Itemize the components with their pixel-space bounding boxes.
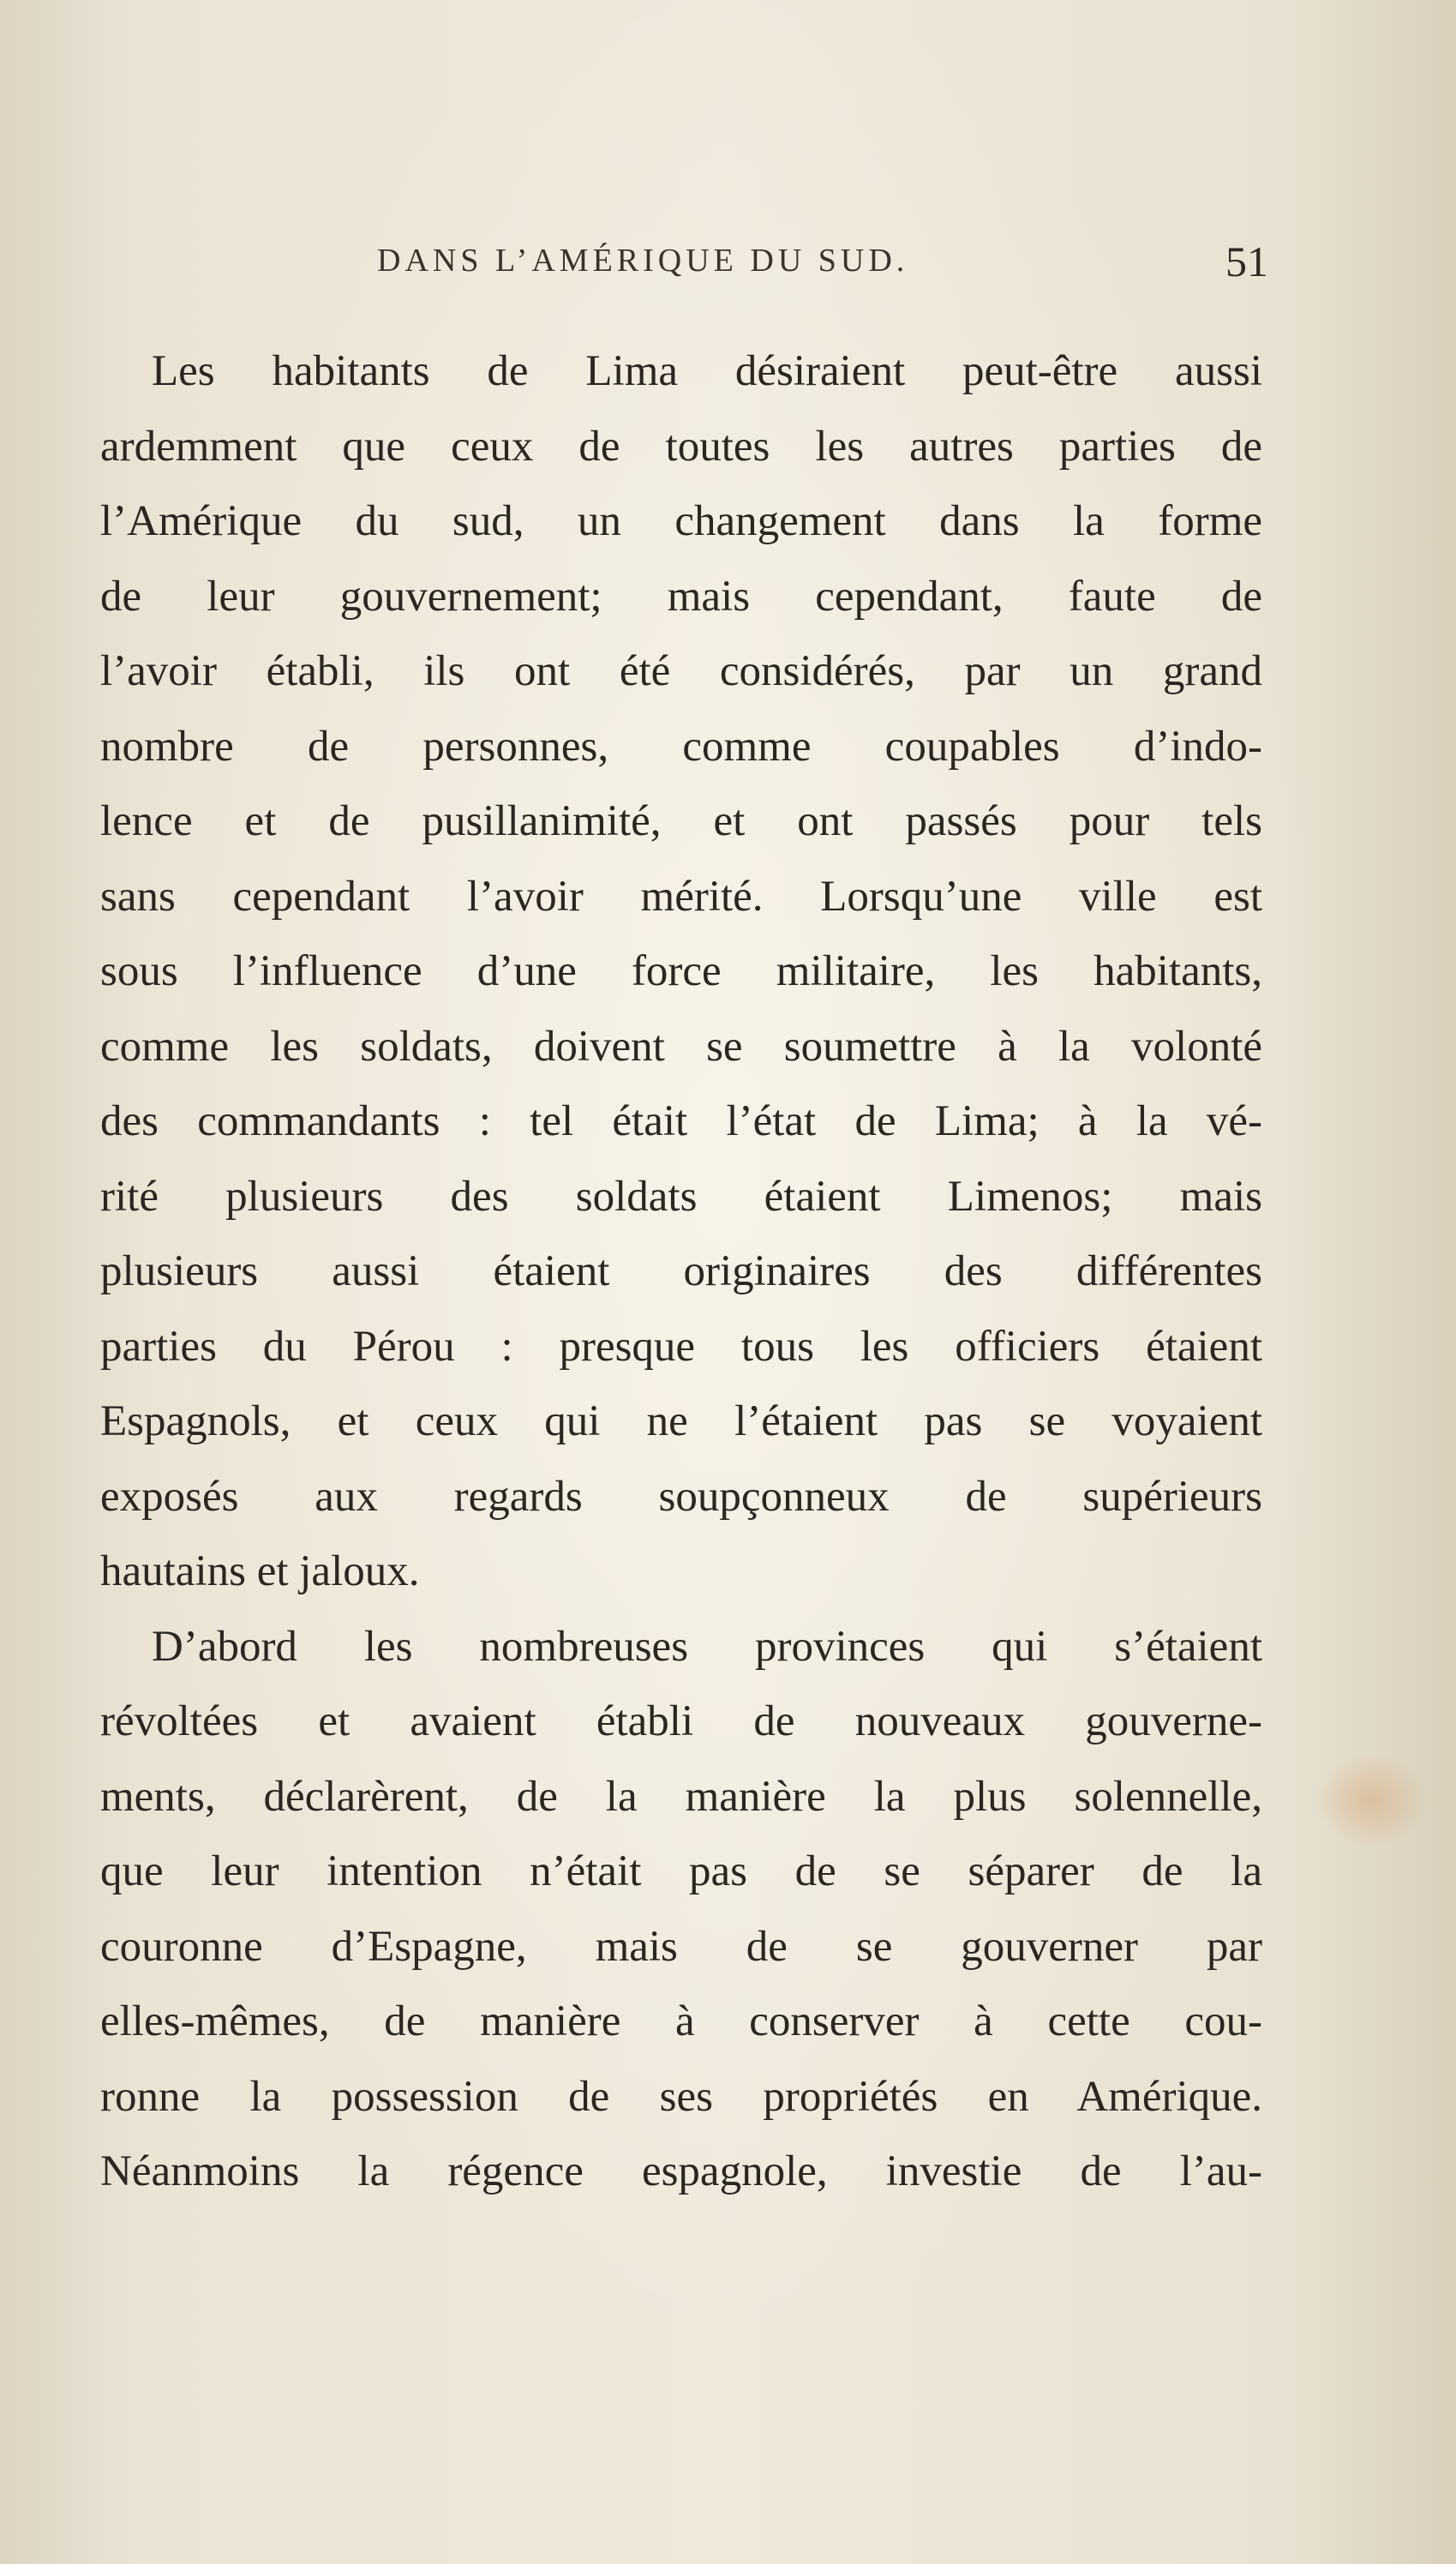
text-line: sans cependant l’avoir mérité. Lorsqu’une ville est bbox=[100, 872, 1262, 921]
text-line: lence et de pusillanimité, et ont passés pour tels bbox=[100, 797, 1262, 845]
text-line: parties du Pérou : presque tous les officiers étaient bbox=[100, 1322, 1262, 1371]
running-title: DANS L’AMÉRIQUE DU SUD. bbox=[377, 243, 909, 279]
text-line: sous l’influence d’une force militaire, les habitants, bbox=[100, 947, 1262, 995]
text-line: Les habitants de Lima désiraient peut-être aussi bbox=[152, 347, 1262, 395]
text-line: ronne la possession de ses propriétés en Amérique. bbox=[100, 2072, 1262, 2121]
text-line: ardemment que ceux de toutes les autres parties de bbox=[100, 422, 1262, 471]
text-line: des commandants : tel était l’état de Lima; à la vé- bbox=[100, 1097, 1262, 1145]
text-line: de leur gouvernement; mais cependant, faute de bbox=[100, 572, 1262, 621]
text-line: Néanmoins la régence espagnole, investie de l’au- bbox=[100, 2147, 1262, 2195]
text-line: couronne d’Espagne, mais de se gouverner par bbox=[100, 1922, 1262, 1971]
page-number: 51 bbox=[1225, 237, 1268, 285]
text-line: elles-mêmes, de manière à conserver à cette cou- bbox=[100, 1997, 1262, 2045]
body-text bbox=[100, 334, 1262, 2210]
text-line: rité plusieurs des soldats étaient Limenos; mais bbox=[100, 1172, 1262, 1221]
text-line: exposés aux regards soupçonneux de supérieurs bbox=[100, 1472, 1262, 1521]
text-line: l’Amérique du sud, un changement dans la forme bbox=[100, 497, 1262, 545]
text-line: révoltées et avaient établi de nouveaux gouverne- bbox=[100, 1697, 1262, 1745]
text-line: plusieurs aussi étaient originaires des différentes bbox=[100, 1247, 1262, 1295]
paper-stain bbox=[1315, 1753, 1427, 1847]
text-line: D’abord les nombreuses provinces qui s’étaient bbox=[152, 1622, 1262, 1671]
text-line: nombre de personnes, comme coupables d’indo- bbox=[100, 722, 1262, 771]
text-line: comme les soldats, doivent se soumettre à la volonté bbox=[100, 1022, 1262, 1071]
text-line: hautains et jaloux. bbox=[100, 1547, 420, 1595]
running-header bbox=[377, 237, 1268, 293]
text-line: Espagnols, et ceux qui ne l’étaient pas se voyaient bbox=[100, 1397, 1262, 1445]
text-line: ments, déclarèrent, de la manière la plus solennelle, bbox=[100, 1772, 1262, 1821]
text-line: l’avoir établi, ils ont été considérés, par un grand bbox=[100, 647, 1262, 695]
text-line: que leur intention n’était pas de se séparer de la bbox=[100, 1847, 1262, 1895]
